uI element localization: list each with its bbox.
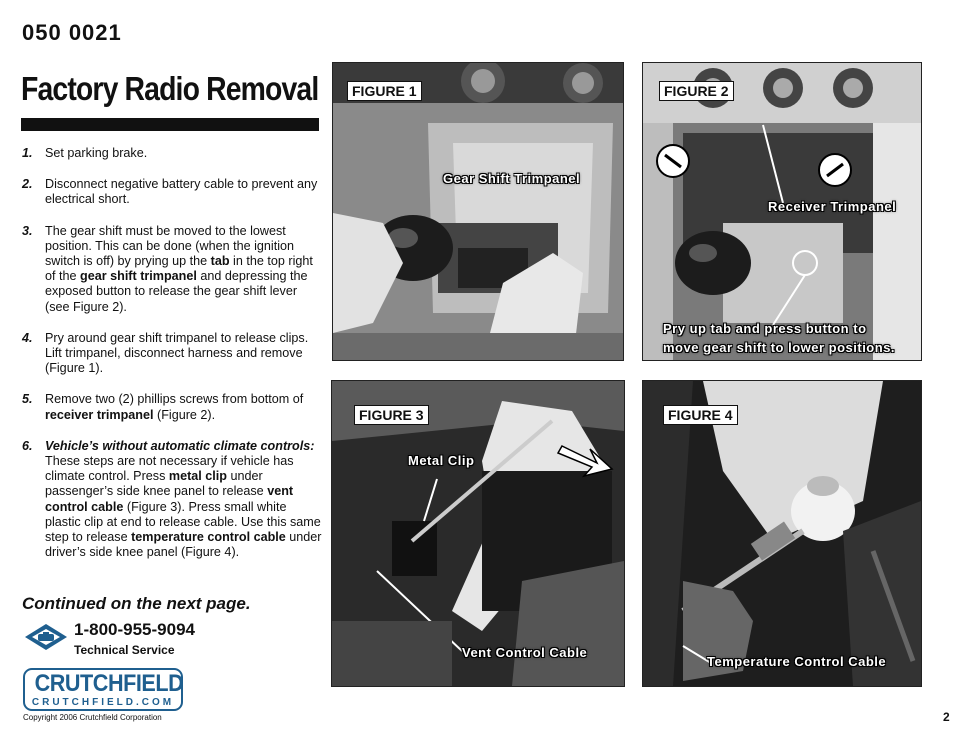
figure-4 bbox=[642, 380, 922, 687]
step-3 bbox=[22, 224, 322, 315]
step-1 bbox=[22, 146, 322, 161]
page-number: 2 bbox=[943, 710, 950, 724]
page-title: Factory Radio Removal bbox=[21, 70, 319, 107]
figure-4-label: FIGURE 4 bbox=[663, 405, 738, 425]
phone-number[interactable]: 1-800-955-9094 bbox=[74, 620, 195, 639]
figure-1-photo bbox=[333, 63, 623, 360]
callout-pry-up-tab-line-1: Pry up tab and press button to bbox=[663, 321, 867, 336]
document-number: 050 0021 bbox=[22, 20, 122, 45]
step-number: 2. bbox=[22, 177, 33, 192]
figure-2 bbox=[642, 62, 922, 361]
step-text: Pry around gear shift trimpanel to release clips. Lift trimpanel, disconnect harness and remove (Figure 1). bbox=[45, 330, 309, 376]
logo-website: CRUTCHFIELD.COM bbox=[31, 697, 175, 708]
figure-1-label: FIGURE 1 bbox=[347, 81, 422, 101]
step-text: The gear shift must be moved to the lowest position. This can be done (when the ignition switch is off) by prying up the tab in the top right of the gear shift trimpanel and depressing the exposed button to release the gear shift lever (see Figure 2). bbox=[45, 223, 313, 314]
step-text: Vehicle’s without automatic climate controls: These steps are not necessary if vehicle has climate control. Press metal clip under passenger’s side knee panel to release vent control cable (Figure 3). Press small white plastic clip at end to release cable. Use this same step to release temperature control cable under driver’s side knee panel (Figure 4). bbox=[45, 438, 322, 560]
callout-vent-control-cable: Vent Control Cable bbox=[462, 645, 588, 660]
figure-3-label: FIGURE 3 bbox=[354, 405, 429, 425]
figure-1 bbox=[332, 62, 624, 361]
step-4 bbox=[22, 331, 322, 377]
step-number: 3. bbox=[22, 223, 33, 238]
logo-name: CRUTCHFIELD bbox=[34, 670, 184, 697]
step-text: Remove two (2) phillips screws from bottom of receiver trimpanel (Figure 2). bbox=[45, 392, 304, 422]
crutchfield-logo bbox=[23, 668, 183, 711]
figure-4-photo bbox=[643, 381, 921, 686]
step-number: 1. bbox=[22, 146, 33, 160]
callout-receiver-trimpanel: Receiver Trimpanel bbox=[768, 199, 897, 214]
step-5 bbox=[22, 392, 322, 422]
step-text: Set parking brake. bbox=[45, 146, 148, 160]
step-6 bbox=[22, 439, 322, 561]
title-rule bbox=[21, 118, 319, 131]
callout-pry-up-tab-line-2: move gear shift to lower positions. bbox=[663, 340, 896, 355]
phone-support-icon bbox=[24, 623, 68, 651]
figure-2-label: FIGURE 2 bbox=[659, 81, 734, 101]
step-number: 4. bbox=[22, 330, 33, 345]
figure-3 bbox=[331, 380, 625, 687]
callout-metal-clip: Metal Clip bbox=[408, 453, 475, 468]
step-text: Disconnect negative battery cable to prevent any electrical short. bbox=[45, 177, 318, 207]
tech-service-label: Technical Service bbox=[74, 643, 175, 657]
step-number: 5. bbox=[22, 392, 33, 407]
copyright: Copyright 2006 Crutchfield Corporation bbox=[23, 713, 162, 722]
callout-gear-shift-trimpanel: Gear Shift Trimpanel bbox=[443, 171, 581, 186]
callout-temperature-control-cable: Temperature Control Cable bbox=[707, 654, 887, 669]
instruction-list bbox=[22, 146, 322, 576]
step-2 bbox=[22, 177, 322, 207]
figure-3-photo bbox=[332, 381, 624, 686]
continued-note: Continued on the next page. bbox=[22, 594, 251, 613]
step-number: 6. bbox=[22, 438, 33, 453]
